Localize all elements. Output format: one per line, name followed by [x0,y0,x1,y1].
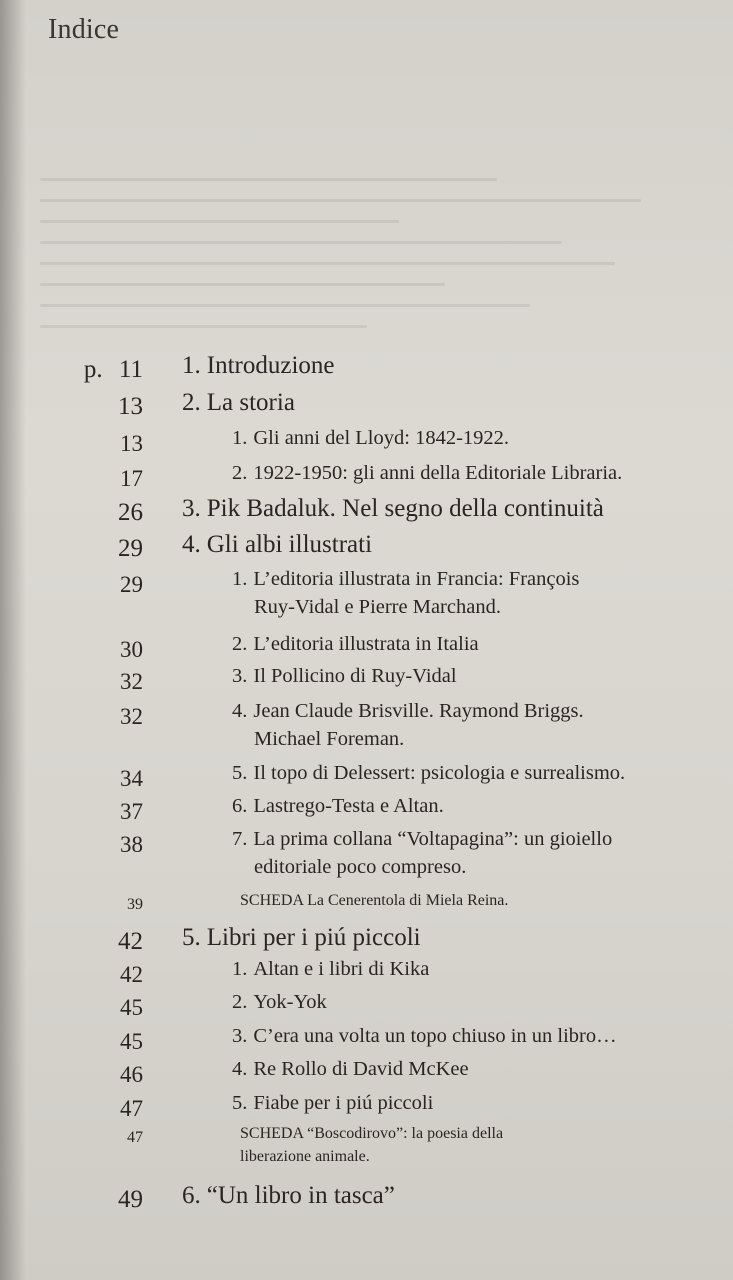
page-number [120,799,143,825]
entry-title-line [232,1092,433,1114]
entry-title-line [232,958,429,980]
entry-number: 3. [182,495,201,522]
entry-title-text: Pik Badaluk. Nel segno della continuità [206,495,604,522]
entry-title [232,665,457,688]
page-number-value: 17 [120,466,143,491]
entry-title-line [232,462,622,484]
entry-title-text: L’editoria illustrata in Francia: François [253,568,580,590]
entry-title [240,1125,503,1166]
page-number-value: 39 [127,896,143,913]
entry-title-line [232,700,584,722]
entry-title [232,568,579,619]
entry-number: 3. [232,1025,248,1047]
page-number-value: 26 [118,499,143,526]
page-number [127,896,143,914]
page-number-value: 30 [120,637,143,662]
page-number [118,535,143,563]
entry-title-line [182,1182,395,1209]
entry-title-line [182,389,295,416]
page-number [127,1129,143,1147]
entry-number: 1. [232,958,248,980]
entry-title-text: Libri per i piú piccoli [206,924,421,951]
page-number [120,766,143,792]
entry-number: 1. [182,352,201,379]
entry-title-line [182,495,604,522]
entry-number: 6. [182,1182,201,1209]
page-number-value: 11 [118,356,143,383]
entry-title-line [232,795,444,817]
page-number [120,466,143,492]
page-number-value: 32 [120,704,143,729]
entry-title-line [240,1125,503,1142]
entry-title [232,700,584,751]
entry-title-text: C’era una volta un topo chiuso in un libro… [253,1025,617,1047]
page-number-value: 45 [120,995,143,1020]
page-prefix: p. [83,356,109,383]
entry-title-line [240,892,508,909]
page-number-value: 13 [118,393,143,420]
entry-title-line [232,427,509,449]
page-number-value: 47 [120,1096,143,1121]
page-number-value: 42 [120,962,143,987]
entry-title-line [182,531,372,558]
entry-title-line [182,352,334,379]
entry-number: 6. [232,795,248,817]
page-number-value: 13 [120,431,143,456]
page-number [118,1186,143,1214]
entry-title-text: La storia [206,389,295,416]
entry-title-line [232,991,327,1013]
entry-number: 4. [182,531,201,558]
entry-number: 7. [232,828,248,850]
page-number-value: 29 [118,535,143,562]
page-number-value: 38 [120,832,143,857]
entry-title-line [182,924,421,951]
page-number-value: 47 [127,1129,143,1146]
entry-title [232,762,625,785]
entry-title [232,462,622,485]
entry-number: 3. [232,665,248,687]
entry-title [182,352,334,380]
page-number [120,832,143,858]
entry-title-text: Fiabe per i piú piccoli [253,1092,434,1114]
page-number [120,962,143,988]
page-number-value: 49 [118,1186,143,1213]
entry-title-text: SCHEDA La Cenerentola di Miela Reina. [240,892,509,909]
page-number [84,356,143,384]
page-number-value: 34 [120,766,143,791]
entry-number: 5. [182,924,201,951]
entry-title-line [232,568,579,590]
entry-number: 5. [232,762,248,784]
page-number-value: 32 [120,669,143,694]
entry-number: 5. [232,1092,248,1114]
page-number [120,995,143,1021]
page-number-value: 46 [120,1062,143,1087]
entry-title-text: Il Pollicino di Ruy-Vidal [253,665,457,687]
entry-title-text: La prima collana “Voltapagina”: un gioiello [253,828,613,850]
entry-title-text: Gli anni del Lloyd: 1842-1922. [253,427,510,449]
entry-title-line [232,1058,469,1080]
entry-title [232,958,429,981]
entry-title [232,991,327,1014]
page-number [120,637,143,663]
entry-title-line [232,762,625,784]
entry-title-text: “Un libro in tasca” [206,1182,395,1209]
entry-title-text: Introduzione [206,352,335,379]
entry-title-text: Gli albi illustrati [206,531,373,558]
entry-number: 2. [232,991,248,1013]
page-number [120,1096,143,1122]
page-number-value: 37 [120,799,143,824]
entry-number: 1. [232,427,248,449]
running-head: Indice [48,14,120,45]
entry-title-text: 1922-1950: gli anni della Editoriale Libraria. [253,462,623,484]
page-number [120,1029,143,1055]
page-number-value: 29 [120,572,143,597]
entry-title-text: Yok-Yok [253,991,327,1013]
entry-title-continuation: Michael Foreman. [254,728,405,750]
entry-title [182,1182,395,1210]
page-number [120,572,143,598]
page-number [118,499,143,527]
entry-title-text: Jean Claude Brisville. Raymond Briggs. [253,700,584,722]
entry-title-line [232,665,457,687]
entry-title-text: Re Rollo di David McKee [253,1058,469,1080]
entry-title [232,427,509,450]
entry-title [232,1092,433,1115]
entry-number: 2. [182,389,201,416]
page-number [120,431,143,457]
page-number [118,393,143,421]
entry-title-line [232,828,612,850]
entry-title-line [232,633,479,655]
entry-title [182,531,372,559]
entry-number: 4. [232,700,248,722]
entry-title [182,924,421,952]
entry-number: 2. [232,633,248,655]
entry-title-continuation: Ruy-Vidal e Pierre Marchand. [254,596,501,618]
page-number [120,669,143,695]
page-number [120,1062,143,1088]
entry-number: 1. [232,568,248,590]
entry-title-text: L’editoria illustrata in Italia [253,633,479,655]
page-number-value: 45 [120,1029,143,1054]
entry-title-text: Il topo di Delessert: psicologia e surrealismo. [253,762,626,784]
entry-title-text: Lastrego-Testa e Altan. [253,795,444,817]
entry-title [232,1058,469,1081]
page-number-value: 42 [118,928,143,955]
entry-title [232,633,479,656]
page-number [120,704,143,730]
entry-title-text: SCHEDA “Boscodirovo”: la poesia della [240,1125,504,1142]
entry-title [240,892,508,910]
entry-title [182,389,295,417]
page-number [118,928,143,956]
entry-title-line [232,1025,617,1047]
entry-number: 4. [232,1058,248,1080]
entry-title-continuation: liberazione animale. [240,1148,370,1165]
entry-title-text: Altan e i libri di Kika [253,958,430,980]
entry-title [232,795,444,818]
entry-number: 2. [232,462,248,484]
entry-title [182,495,604,523]
entry-title [232,828,612,879]
entry-title [232,1025,617,1048]
entry-title-continuation: editoriale poco compreso. [254,856,467,878]
